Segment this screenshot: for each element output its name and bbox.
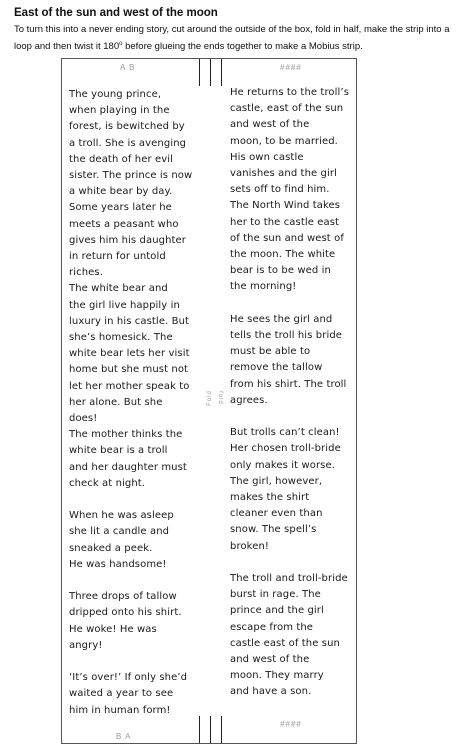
story-line: The young prince, [69,89,162,100]
instructions [14,23,462,54]
story-line: He woke! He was [69,623,157,635]
story-line: does! [69,413,98,425]
story-line: home but she must not [69,364,189,376]
story-left-column [69,87,197,719]
strip-label-bottom-right: #### [279,719,301,728]
story-line: The North Wind takes [230,200,341,212]
story-line: her alone. But she [69,396,163,408]
story-line: sister. The prince is now [69,170,193,182]
story-line: castle east of the sun [230,637,340,649]
page-title: East of the sun and west of the moon [14,7,218,19]
fold-label-right: fold [216,391,223,405]
story-line: only makes it worse. [230,459,336,471]
story-line: white bear is a troll [69,445,168,457]
story-line: prince and the girl [230,605,324,617]
story-line: in return for untold [69,251,166,263]
story-line [69,492,197,508]
story-line: him in human form! [69,704,171,716]
fold-label-left: Fold [206,390,213,406]
story-line: from his shirt. The troll [230,378,347,390]
story-line: makes the shirt [230,492,310,504]
story-line: agrees. [230,394,268,406]
story-line: remove the tallow [230,362,323,374]
story-line: escape from the [230,621,314,633]
story-line: castle, east of the sun [230,103,344,115]
story-line: angry! [69,639,103,651]
story-line: luxury in his castle. But [69,315,190,327]
story-line: a white bear by day. [69,186,173,198]
story-line: snow. The spell’s [230,524,317,536]
mobius-strip-box [61,58,357,744]
story-line: riches. [69,267,103,279]
instructions-text-end: before glueing the ends together to make a Mobius strip. [122,41,363,53]
story-line: she’s homesick. The [69,332,173,344]
story-line: Three drops of tallow [69,591,177,603]
story-line: cleaner even than [230,508,323,520]
story-line: He sees the girl and [230,313,333,325]
story-line: the moon. The white [230,249,336,261]
story-line: and west of the [230,654,310,666]
fold-line [221,59,222,86]
story-line [230,555,355,571]
story-line: white bear lets her visit [69,348,190,360]
fold-line [210,59,211,86]
fold-line [221,716,222,743]
story-line: the morning! [230,281,297,293]
story-line: When he was asleep [69,510,174,522]
fold-line [210,716,211,743]
story-line: the death of her evil [69,153,173,165]
story-line: and have a son. [230,686,312,698]
story-line: she lit a candle and [69,526,170,538]
story-line: and west of the [230,119,310,131]
story-line: burst in rage. The [230,589,321,601]
instructions-text: To turn this into a never ending story, cut around the outside of the box, fold in half, make the strip into a loop and then twist it 180 [14,24,450,53]
story-line: a troll. She is avenging [69,137,187,149]
story-line: sneaked a peek. [69,542,153,554]
story-line: when playing in the [69,105,170,117]
story-line: Some years later he [69,202,172,214]
story-line: let her mother speak to [69,380,190,392]
story-line: and her daughter must [69,461,187,473]
story-line: waited a year to see [69,688,174,700]
story-line: check at night. [69,477,146,489]
story-line: The troll and troll-bride [230,573,348,585]
story-line: the girl live happily in [69,299,180,311]
story-line: dripped onto his shirt. [69,607,182,619]
strip-label-top-left: A B [120,63,136,72]
story-line: moon. They marry [230,670,324,682]
story-line: sets off to find him. [230,184,330,196]
fold-line [199,716,200,743]
story-line: ‘It’s over!’ If only she’d [69,672,188,684]
story-line: tells the troll his bride [230,330,343,342]
fold-line [199,59,200,86]
strip-label-bottom-left: B A [116,732,132,741]
story-line: meets a peasant who [69,218,179,230]
story-line: forest, is bewitched by [69,121,185,133]
story-right-column [230,85,355,701]
story-line: He was handsome! [69,558,167,570]
story-line: But trolls can’t clean! [230,427,340,439]
story-line: The white bear and [69,283,168,295]
story-line: moon, to be married. [230,135,338,147]
story-line: her to the castle east [230,216,340,228]
story-line [230,409,355,425]
strip-label-top-right: #### [280,63,302,72]
story-line: The mother thinks the [69,429,183,441]
degree-superscript: o [119,41,123,47]
story-line: Her chosen troll-bride [230,443,341,455]
story-line: of the sun and west of [230,232,344,244]
story-line [69,654,197,670]
story-line: bear is to be wed in [230,265,331,277]
story-line [230,296,355,312]
story-line: must be able to [230,346,311,358]
story-line: gives him his daughter [69,234,187,246]
story-line: broken! [230,540,269,552]
story-line: His own castle [230,151,304,163]
story-line [69,573,197,589]
story-line: vanishes and the girl [230,168,337,180]
story-line: The girl, however, [230,475,323,487]
story-line: He returns to the troll’s [230,87,349,98]
